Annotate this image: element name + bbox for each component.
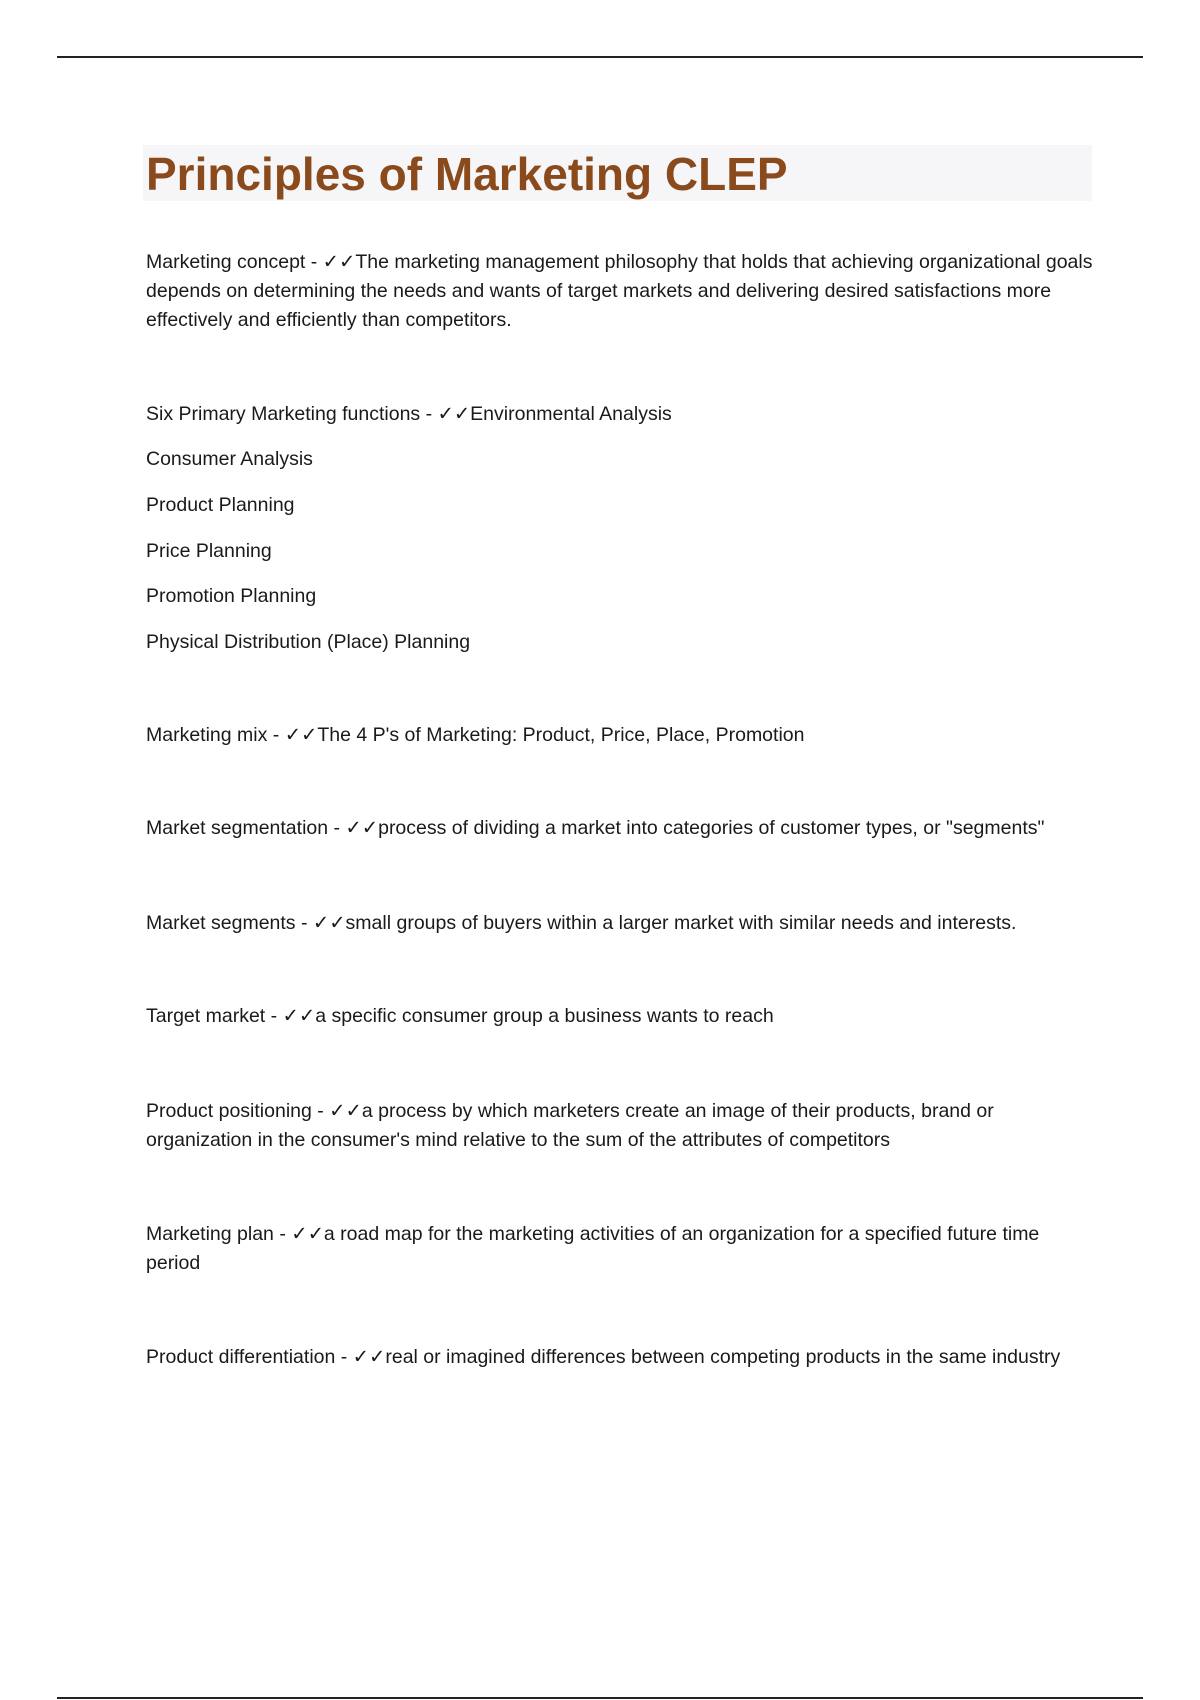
bottom-rule [57,1697,1143,1699]
function-promotion-planning: Promotion Planning [146,585,317,607]
top-rule [57,56,1143,58]
function-physical-distribution: Physical Distribution (Place) Planning [146,631,471,653]
entry-target-market: Target market - ✓✓a specific consumer group a business wants to reach [146,1005,774,1027]
entry-product-differentiation: Product differentiation - ✓✓real or imagined differences between competing products in the same industry [146,1346,1061,1368]
function-product-planning: Product Planning [146,494,295,516]
entry-market-segmentation: Market segmentation - ✓✓process of dividing a market into categories of customer types, or "segments" [146,817,1045,839]
entry-marketing-plan: Marketing plan - ✓✓a road map for the marketing activities of an organization for a specified future time period [146,1223,1040,1274]
function-consumer-analysis: Consumer Analysis [146,448,313,470]
entry-marketing-mix: Marketing mix - ✓✓The 4 P's of Marketing: Product, Price, Place, Promotion [146,724,805,746]
entry-market-segments: Market segments - ✓✓small groups of buyers within a larger market with similar needs and interests. [146,912,1017,934]
entry-six-functions: Six Primary Marketing functions - ✓✓Environmental Analysis [146,403,672,425]
document-title: Principles of Marketing CLEP [146,148,788,200]
function-price-planning: Price Planning [146,540,272,562]
entry-product-positioning: Product positioning - ✓✓a process by which marketers create an image of their products, brand or organization in the consumer's mind relative to the sum of the attributes of competitors [146,1100,994,1151]
entry-marketing-concept: Marketing concept - ✓✓The marketing management philosophy that holds that achieving organizational goals depends on determining the needs and wants of target markets and delivering desired satisfactions more effectively and efficiently than competitors. [146,251,1093,331]
